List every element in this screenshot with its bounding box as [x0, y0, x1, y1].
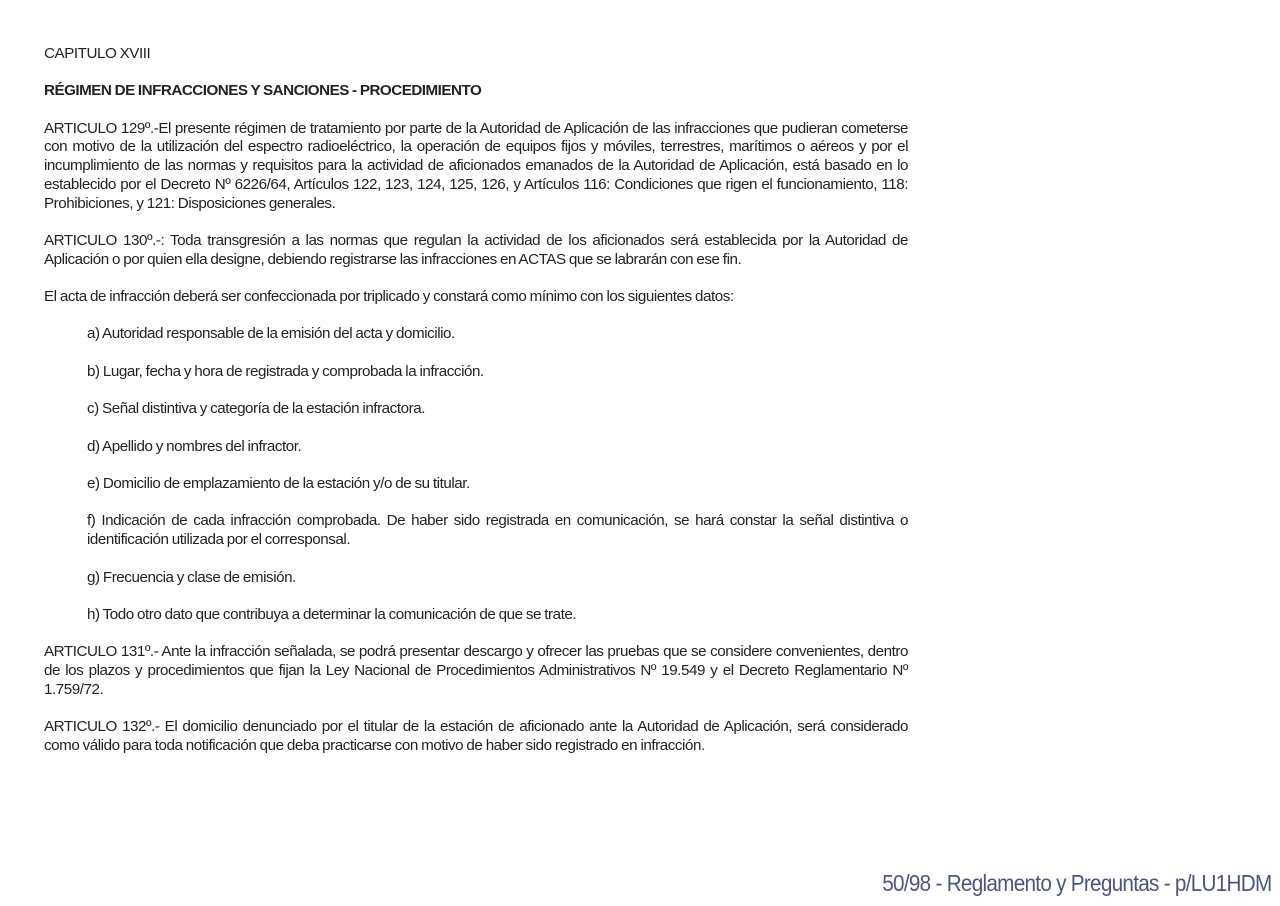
list-item: c) Señal distintiva y categoría de la estación infractora. [87, 400, 425, 418]
list-item: f) Indicación de cada infracción comprobada. De haber sido registrada en comunicación, se hará constar la señal distintiva o identificación utilizada por el corresponsal. [87, 512, 908, 549]
article-129: ARTICULO 129º.-El presente régimen de tratamiento por parte de la Autoridad de Aplicación de las infracciones que pudieran cometerse con motivo de la utilización del espectro radioeléctrico, la operación de equipos fijos y móviles, terrestres, marítimos o aéreos y por el incumplimiento de las normas y requisitos para la actividad de aficionados emanados de la Autoridad de Aplicación, está basado en lo establecido por el Decreto Nº 6226/64, Artículos 122, 123, 124, 125, 126, y Artículos 116: Condiciones que rigen el funcionamiento, 118: Prohibiciones, y 121: Disposiciones generales. [44, 119, 908, 212]
article-132: ARTICULO 132º.- El domicilio denunciado por el titular de la estación de aficionado ante la Autoridad de Aplicación, será considerado como válido para toda notificación que deba practicarse con motivo de haber sido registrado en infracción. [44, 718, 908, 754]
acta-intro: El acta de infracción deberá ser confeccionada por triplicado y constará como mínimo con los siguientes datos: [44, 288, 734, 306]
chapter-title: CAPITULO XVIII [44, 45, 151, 62]
list-item: h) Todo otro dato que contribuya a determinar la comunicación de que se trate. [87, 605, 577, 623]
list-item: a) Autoridad responsable de la emisión del acta y domicilio. [87, 325, 455, 343]
document-page [44, 45, 908, 774]
page-footer: 50/98 - Reglamento y Preguntas - p/LU1HDM [882, 870, 1272, 896]
article-130: ARTICULO 130º.-: Toda transgresión a las normas que regulan la actividad de los aficionados será establecida por la Autoridad de Aplicación o por quien ella designe, debiendo registrarse las infracciones en ACTAS que se labrarán con ese fin. [44, 231, 908, 268]
list-item: e) Domicilio de emplazamiento de la estación y/o de su titular. [87, 475, 470, 493]
list-item: b) Lugar, fecha y hora de registrada y comprobada la infracción. [87, 362, 484, 380]
section-heading: RÉGIMEN DE INFRACCIONES Y SANCIONES - PROCEDIMIENTO [44, 82, 482, 100]
article-131: ARTICULO 131º.- Ante la infracción señalada, se podrá presentar descargo y ofrecer las pruebas que se considere convenientes, dentro de los plazos y procedimientos que fijan la Ley Nacional de Procedimientos Administrativos Nº 19.549 y el Decreto Reglamentario Nº 1.759/72. [44, 643, 908, 698]
list-item: d) Apellido y nombres del infractor. [87, 437, 302, 455]
list-item: g) Frecuencia y clase de emisión. [87, 568, 296, 586]
